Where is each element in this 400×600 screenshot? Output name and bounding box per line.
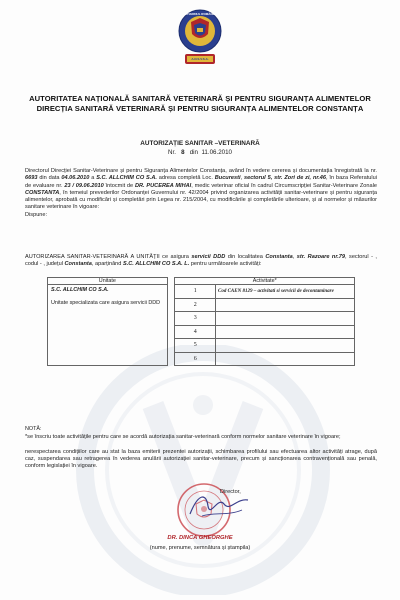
p1-report-number: 23 / 09.06.2010 — [64, 182, 104, 189]
table-spacer — [167, 285, 175, 366]
director-name: DR. DINCA GHEORGHE — [167, 535, 233, 541]
activity-cell: Cod CAEN 8129 – activitati si servicii de decontaminare — [216, 285, 355, 299]
note-conditions: nerespectarea condițiilor care au stat la baza emiterii prezentei autorizații, schimbarea profilului sau efectuarea altor activități atrage, după caz, suspendarea sau retragerea în vederea anulării autorizației sanitar-veterinare, precum și sancționarea contravențională sau penală, conform legislației în vigoare. — [25, 449, 377, 470]
p1-text: , — [240, 175, 244, 182]
unit-description: Unitate specializata care asigura servicii DDD — [51, 300, 161, 306]
emblem-top-text: GUVERNUL ROMÂNIEI — [183, 12, 217, 16]
p2-city: Constanta — [265, 254, 293, 260]
decision-paragraph — [25, 168, 377, 219]
p1-text: , în temeiul prevederilor Ordonanței Guvernului nr. 42/2004 privind organizarea activității sanitar-veterinare și pentru siguranța alimentelor, aprobată cu modificări și completări prin Legea nr. 215/2004, cu modificările și completările ulterioare, și al normelor și măsurilor sanitare veterinare în vigoare: — [25, 189, 377, 211]
emblem-bottom-text: A.N.S.V.S.A. — [191, 57, 209, 61]
activity-cell — [216, 352, 355, 366]
column-header-unit: Unitate — [48, 278, 168, 285]
p1-text: a — [89, 175, 97, 182]
row-number: 2 — [175, 298, 216, 312]
authorization-number-line — [0, 149, 400, 156]
p2-county: Constanta — [64, 261, 92, 268]
p2-text: din localitatea — [225, 254, 266, 260]
row-number: 5 — [175, 339, 216, 353]
p1-text: , medic veterinar oficial în cadrul Circumscripției Sanitar-Veterinare Zonale — [191, 182, 377, 189]
p2-text: AUTORIZAREA SANITAR-VETERINARĂ A UNITĂȚII ce asigura — [25, 254, 192, 260]
p2-text: , aparținând — [91, 261, 123, 268]
authorization-title: AUTORIZAȚIE SANITAR –VETERINARĂ — [140, 140, 260, 147]
nr-label: Nr. — [168, 149, 176, 156]
row-number: 6 — [175, 352, 216, 366]
p1-text: din data — [37, 175, 62, 182]
note-label: NOTĂ: — [25, 426, 42, 432]
activity-cell — [216, 312, 355, 326]
table-row — [48, 285, 355, 299]
p1-zone: CONSTANTA — [25, 189, 60, 196]
p1-dispune: Dispune: — [25, 211, 48, 218]
table-header-row — [48, 278, 355, 285]
activities-table — [47, 277, 355, 366]
row-number: 4 — [175, 325, 216, 339]
p1-text: , în baza Referatului de evaluare nr. — [25, 175, 377, 189]
row-number: 1 — [175, 285, 216, 299]
authorization-paragraph — [25, 254, 377, 269]
signature-caption: (nume, prenume, semnătura și ștampila) — [149, 545, 251, 551]
activity-cell — [216, 298, 355, 312]
p1-reg-date: 04.06.2010 — [61, 175, 90, 182]
activity-cell — [216, 339, 355, 353]
date-value: 11.06.2010 — [201, 149, 232, 156]
p2-service: servicii DDD — [191, 254, 226, 260]
nr-value: 8 — [181, 149, 185, 156]
p1-vet-name: DR. PUCEREA MIHAI — [134, 182, 192, 189]
p1-company: S.C. ALLCHIM CO S.A. — [96, 175, 157, 182]
table-spacer — [167, 278, 175, 285]
p2-text: , sectorul - , codul - , județul — [25, 254, 377, 268]
row-number: 3 — [175, 312, 216, 326]
column-header-activity: Activitate* — [175, 278, 355, 285]
p2-street: str. Razoare nr.79 — [296, 254, 345, 260]
p2-owner: S.C. ALLCHIM CO S.A. L. — [122, 261, 190, 268]
p1-address: sectorul 5, str. Zori de zi, nr.46 — [243, 175, 327, 182]
p1-text: adresa completă Loc. — [156, 175, 215, 182]
date-label: din — [189, 149, 198, 156]
p1-text: Directorul Direcției Sanitar-Veterinare și pentru Siguranța Alimentelor Constanța, având în vedere cererea și documentația înregistrată la nr. — [25, 168, 377, 174]
note-activities: *se înscriu toate activitățile pentru care se acordă autorizația sanitar-veterinară conform normelor sanitare veterinare în vigoare; — [25, 434, 341, 440]
header-directorate: DIRECȚIA SANITARĂ VETERINARĂ ȘI PENTRU SIGURANȚA ALIMENTELOR CONSTANȚA — [36, 104, 364, 113]
p2-text: , — [292, 254, 297, 260]
header-authority: AUTORITATEA NAȚIONALĂ SANITARĂ VETERINARĂ ȘI PENTRU SIGURANȚA ALIMENTELOR — [29, 94, 371, 103]
p2-text: pentru următoarele activități: — [189, 261, 262, 268]
activity-cell — [216, 325, 355, 339]
signature-icon — [184, 486, 254, 526]
p1-city: Bucuresti — [214, 175, 241, 182]
unit-cell — [48, 285, 168, 366]
unit-name: S.C. ALLCHIM CO S.A. — [51, 287, 109, 293]
p1-text: întocmit de — [103, 182, 135, 189]
director-label: Director, — [220, 489, 241, 495]
p1-reg-number: 6693 — [25, 175, 38, 182]
